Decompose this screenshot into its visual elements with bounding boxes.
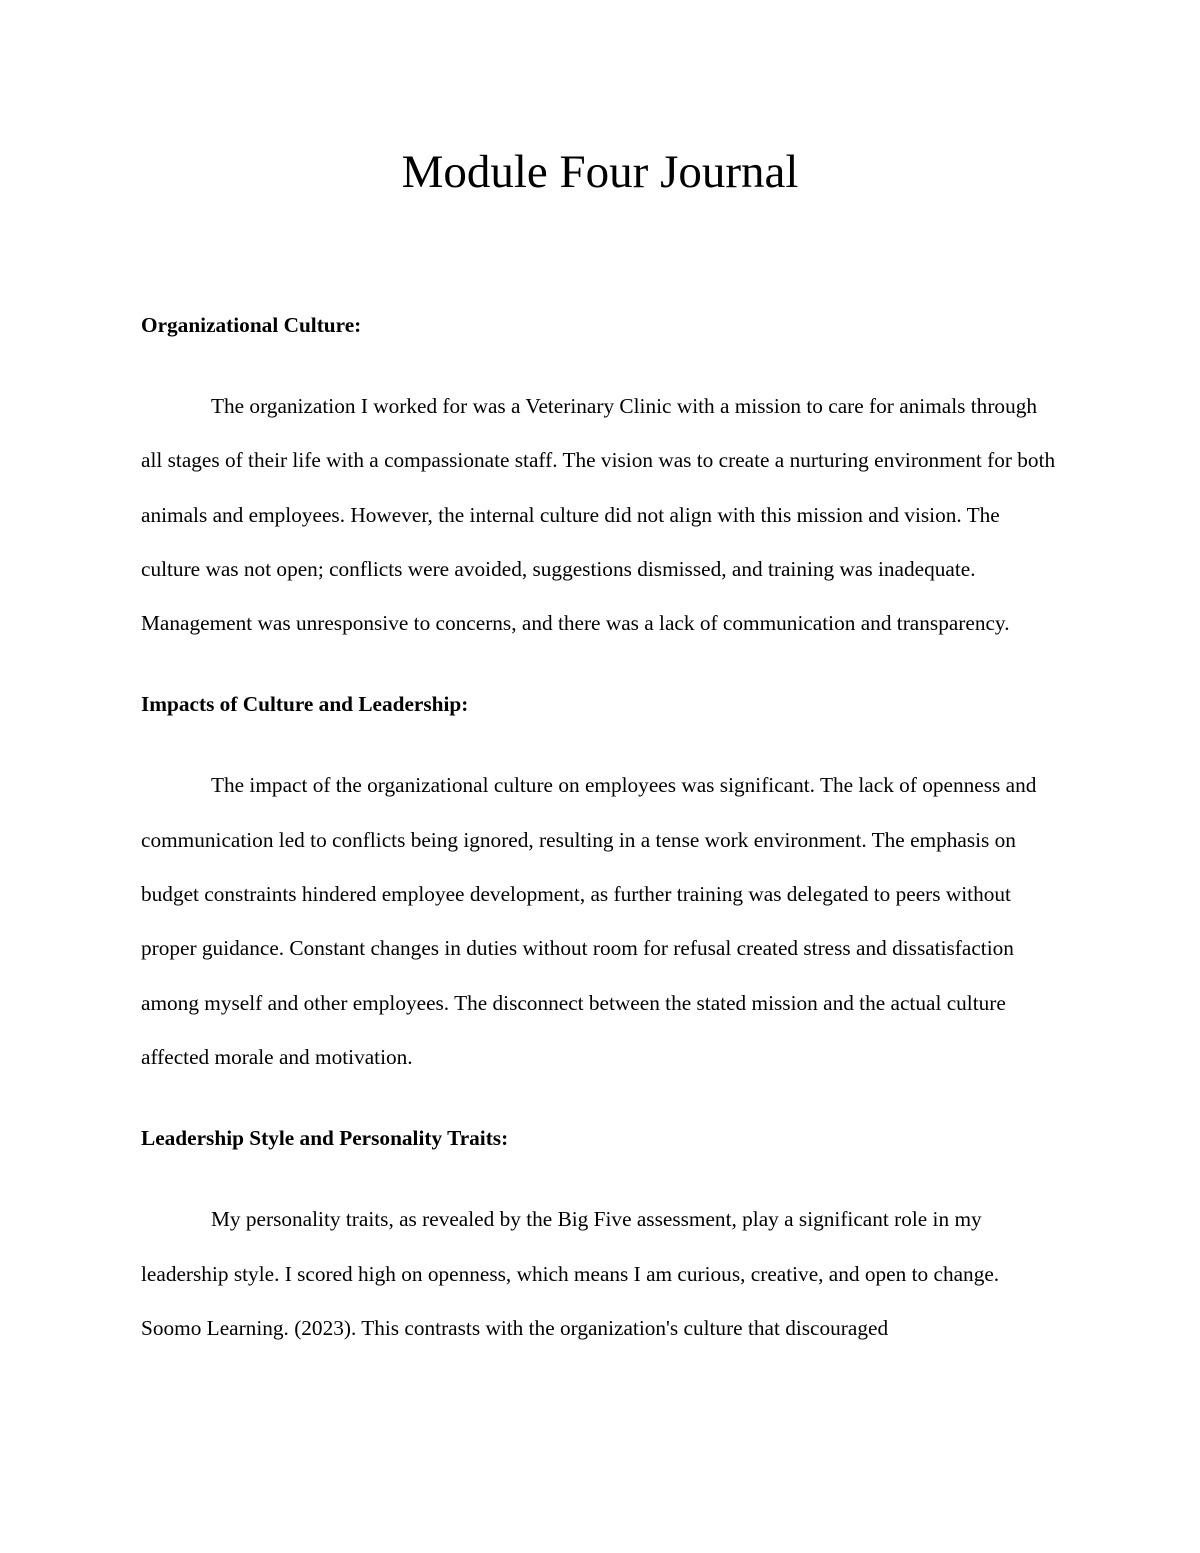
section-heading-leadership-style: Leadership Style and Personality Traits: bbox=[141, 1126, 509, 1151]
section-paragraph-leadership-style: My personality traits, as revealed by the Big Five assessment, play a significant role in my leadership style. I scored high on openness, which means I am curious, creative, and open to change. Soomo Learning. (2023). This contrasts with the organization's culture that discouraged bbox=[141, 1207, 1000, 1340]
section-heading-impacts: Impacts of Culture and Leadership: bbox=[141, 692, 469, 717]
document-body bbox=[141, 298, 1059, 1355]
section-paragraph-organizational-culture: The organization I worked for was a Veterinary Clinic with a mission to care for animals through all stages of their life with a compassionate staff. The vision was to create a nurturing environment for both animals and employees. However, the internal culture did not align with this mission and vision. The culture was not open; conflicts were avoided, suggestions dismissed, and training was inadequate. Management was unresponsive to concerns, and there was a lack of communication and transparency. bbox=[141, 394, 1056, 636]
section-heading-organizational-culture: Organizational Culture: bbox=[141, 313, 362, 337]
document-title: Module Four Journal bbox=[401, 146, 799, 198]
section-paragraph-impacts: The impact of the organizational culture on employees was significant. The lack of openness and communication led to conflicts being ignored, resulting in a tense work environment. The emphasis on budget constraints hindered employee development, as further training was delegated to peers without proper guidance. Constant changes in duties without room for refusal created stress and dissatisfaction among myself and other employees. The disconnect between the stated mission and the actual culture affected morale and motivation. bbox=[141, 773, 1037, 1069]
